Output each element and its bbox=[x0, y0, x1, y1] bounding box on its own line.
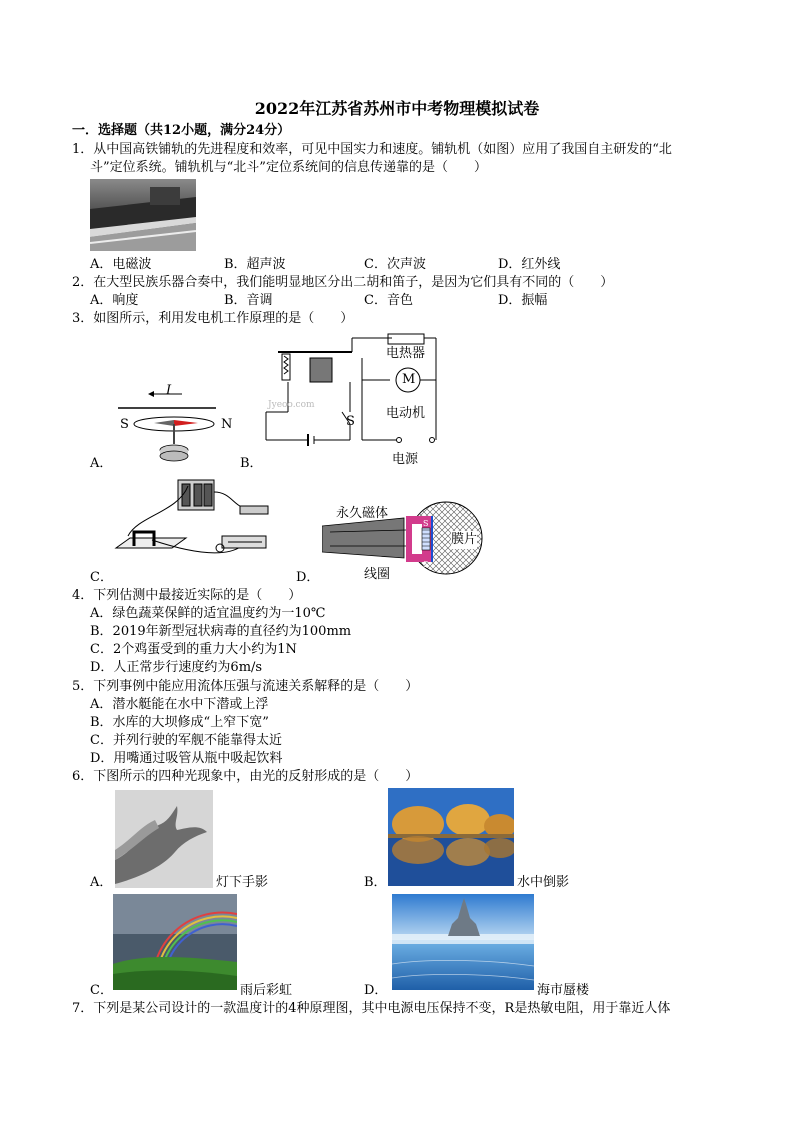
q3-fig-b-heater-label: 电热器 bbox=[386, 346, 426, 361]
q6-photo-rainbow bbox=[113, 894, 237, 990]
q3-fig-b-motor-label: 电动机 bbox=[386, 406, 426, 421]
q4-text: 4．下列估测中最接近实际的是（ ） bbox=[72, 588, 302, 603]
q6-photo-water-reflection bbox=[388, 788, 514, 886]
q4-option-b: B．2019年新型冠状病毒的直径约为100mm bbox=[90, 624, 352, 639]
q6-caption-d: 海市蜃楼 bbox=[537, 983, 590, 998]
q5-option-a: A．潜水艇能在水中下潜或上浮 bbox=[90, 697, 269, 712]
q3-fig-a-s-label: S bbox=[120, 417, 129, 432]
q5-text: 5．下列事例中能应用流体压强与流速关系解释的是（ ） bbox=[72, 679, 419, 694]
q1-option-b: B．超声波 bbox=[224, 257, 286, 272]
q5-option-b: B．水库的大坝修成“上窄下宽” bbox=[90, 715, 269, 730]
q1-option-d: D．红外线 bbox=[498, 257, 561, 272]
q4-option-c: C．2个鸡蛋受到的重力大小约为1N bbox=[90, 642, 297, 657]
q2-option-d: D．振幅 bbox=[498, 293, 548, 308]
q3-fig-b-switch-label: S bbox=[346, 414, 355, 429]
section-heading: 一．选择题（共12小题，满分24分） bbox=[72, 123, 291, 138]
q1-text-line2: 斗”定位系统。铺轨机与“北斗”定位系统间的信息传递靠的是（ ） bbox=[90, 160, 487, 175]
q6-photo-mirage bbox=[392, 894, 534, 990]
q3-fig-b-power-label: 电源 bbox=[392, 452, 419, 467]
q3-figure-c bbox=[112, 476, 288, 572]
q5-option-c: C．并列行驶的军舰不能靠得太近 bbox=[90, 733, 282, 748]
q2-option-a: A．响度 bbox=[90, 293, 139, 308]
q6-caption-c: 雨后彩虹 bbox=[240, 983, 293, 998]
page-title: 2022年江苏省苏州市中考物理模拟试卷 bbox=[254, 99, 540, 118]
q4-option-d: D．人正常步行速度约为6m/s bbox=[90, 660, 263, 675]
q3-label-a: A． bbox=[90, 456, 113, 471]
q1-text-line1: 1．从中国高铁铺轨的先进程度和效率，可见中国实力和速度。铺轨机（如图）应用了我国自主研发的“北 bbox=[72, 142, 672, 157]
q6-text: 6．下图所示的四种光现象中，由光的反射形成的是（ ） bbox=[72, 769, 419, 784]
q6-label-c: C． bbox=[90, 983, 113, 998]
q6-photo-hand-shadow bbox=[115, 790, 213, 888]
q6-label-b: B． bbox=[364, 875, 387, 890]
q3-fig-b-watermark: Jyeoo.com bbox=[268, 400, 315, 410]
q2-option-c: C．音色 bbox=[364, 293, 413, 308]
q3-fig-d-pole-top: S bbox=[423, 519, 429, 528]
q2-text: 2．在大型民族乐器合奏中，我们能明显地区分出二胡和笛子，是因为它们具有不同的（ ） bbox=[72, 275, 614, 290]
q3-fig-d-pole-bottom: S bbox=[423, 560, 429, 569]
q3-fig-b-motor-symbol: M bbox=[402, 372, 416, 387]
q4-option-a: A．绿色蔬菜保鲜的适宜温度约为一10℃ bbox=[90, 606, 326, 621]
q7-text: 7．下列是某公司设计的一款温度计的4种原理图，其中电源电压保持不变，R是热敏电阻，用于靠近人体 bbox=[72, 1001, 671, 1016]
q3-label-c: C． bbox=[90, 570, 113, 585]
q5-option-d: D．用嘴通过吸管从瓶中吸起饮料 bbox=[90, 751, 283, 766]
q1-option-c: C．次声波 bbox=[364, 257, 426, 272]
q1-option-a: A．电磁波 bbox=[90, 257, 152, 272]
q3-fig-d-coil-label: 线圈 bbox=[364, 567, 391, 582]
q3-fig-d-magnet-label: 永久磁体 bbox=[336, 506, 389, 521]
q6-caption-a: 灯下手影 bbox=[216, 875, 269, 890]
q3-label-d: D． bbox=[296, 570, 320, 585]
q6-label-d: D． bbox=[364, 983, 388, 998]
q6-caption-b: 水中倒影 bbox=[517, 875, 570, 890]
q2-option-b: B．音调 bbox=[224, 293, 273, 308]
q3-fig-d-membrane-label: 膜片 bbox=[451, 532, 478, 547]
q3-fig-a-current-label: I bbox=[166, 383, 172, 398]
q6-label-a: A． bbox=[90, 875, 113, 890]
q1-track-machine-photo bbox=[90, 179, 196, 251]
q3-text: 3．如图所示，利用发电机工作原理的是（ ） bbox=[72, 311, 354, 326]
q3-fig-a-n-label: N bbox=[221, 417, 233, 432]
q3-label-b: B． bbox=[240, 456, 263, 471]
